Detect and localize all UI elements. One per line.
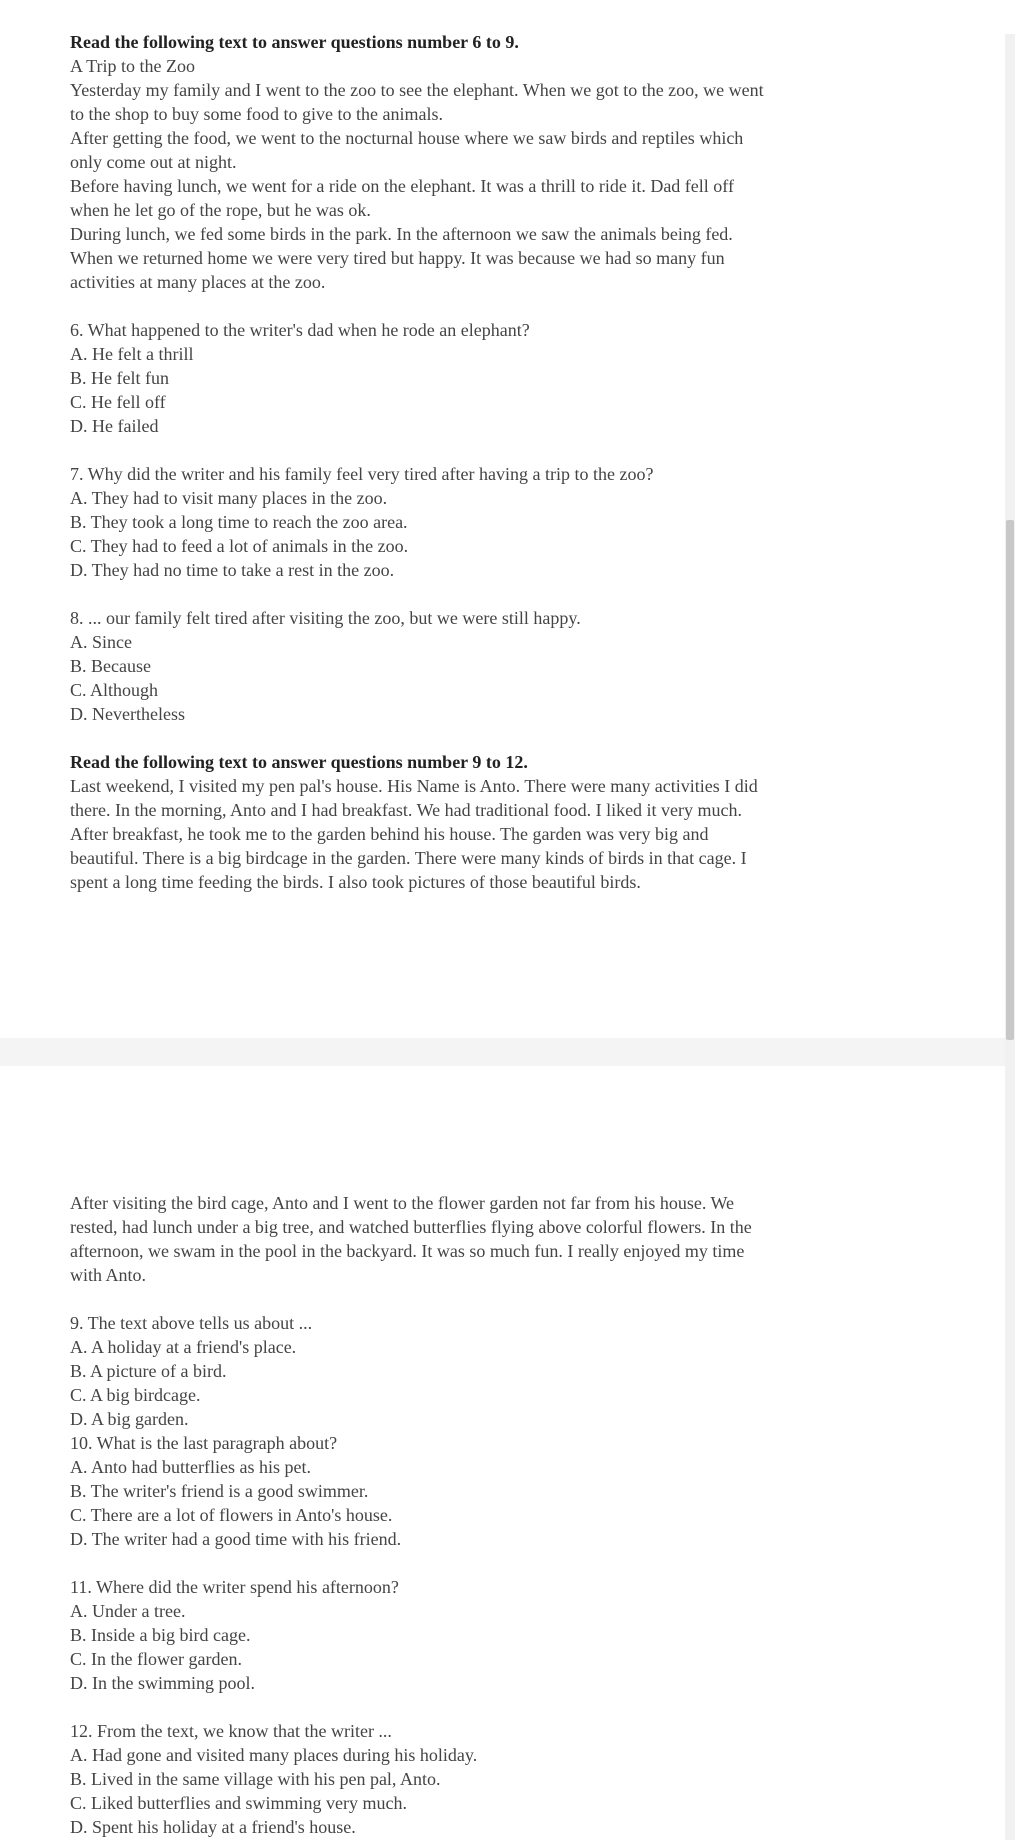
option-a: A. Since — [70, 632, 132, 652]
passage-line: rested, had lunch under a big tree, and watched butterflies flying above colorful flowers. In the — [70, 1217, 752, 1237]
question-text: 12. From the text, we know that the writer ... — [70, 1721, 392, 1741]
zoo-passage — [70, 78, 890, 294]
page-divider — [0, 1038, 1015, 1066]
option-a: A. A holiday at a friend's place. — [70, 1337, 297, 1357]
passage-line: activities at many places at the zoo. — [70, 272, 326, 292]
page-1 — [70, 30, 890, 894]
option-b: B. He felt fun — [70, 368, 169, 388]
option-b: B. A picture of a bird. — [70, 1361, 227, 1381]
option-a: A. Under a tree. — [70, 1601, 186, 1621]
question-text: 11. Where did the writer spend his afternoon? — [70, 1577, 399, 1597]
option-d: D. Spent his holiday at a friend's house. — [70, 1817, 356, 1837]
passage-line: When we returned home we were very tired but happy. It was because we had so many fun — [70, 248, 725, 268]
passage-line: beautiful. There is a big birdcage in the garden. There were many kinds of birds in that cage. I — [70, 848, 747, 868]
passage-line: to the shop to buy some food to give to the animals. — [70, 104, 443, 124]
question-text: 6. What happened to the writer's dad when he rode an elephant? — [70, 320, 530, 340]
passage-line: when he let go of the rope, but he was ok. — [70, 200, 371, 220]
passage-line: Last weekend, I visited my pen pal's house. His Name is Anto. There were many activities I did — [70, 776, 758, 796]
question-11 — [70, 1575, 890, 1695]
question-9 — [70, 1311, 890, 1431]
option-b: B. Inside a big bird cage. — [70, 1625, 251, 1645]
passage-line: with Anto. — [70, 1265, 147, 1285]
option-d: D. A big garden. — [70, 1409, 189, 1429]
passage-line: After visiting the bird cage, Anto and I went to the flower garden not far from his house. We — [70, 1193, 735, 1213]
option-c: C. In the flower garden. — [70, 1649, 242, 1669]
passage-line: Yesterday my family and I went to the zoo to see the elephant. When we got to the zoo, we went — [70, 80, 764, 100]
passage-line: there. In the morning, Anto and I had breakfast. We had traditional food. I liked it very much. — [70, 800, 743, 820]
option-b: B. They took a long time to reach the zoo area. — [70, 512, 408, 532]
option-a: A. They had to visit many places in the zoo. — [70, 488, 388, 508]
option-b: B. The writer's friend is a good swimmer. — [70, 1481, 369, 1501]
option-a: A. Anto had butterflies as his pet. — [70, 1457, 311, 1477]
passage-line: After breakfast, he took me to the garden behind his house. The garden was very big and — [70, 824, 709, 844]
passage-title: A Trip to the Zoo — [70, 56, 196, 76]
option-d: D. He failed — [70, 416, 159, 436]
option-d: D. The writer had a good time with his friend. — [70, 1529, 402, 1549]
question-8 — [70, 606, 890, 726]
question-text: 9. The text above tells us about ... — [70, 1313, 313, 1333]
option-c: C. Liked butterflies and swimming very much. — [70, 1793, 407, 1813]
question-6 — [70, 318, 890, 438]
option-d: D. In the swimming pool. — [70, 1673, 255, 1693]
option-b: B. Lived in the same village with his pen pal, Anto. — [70, 1769, 441, 1789]
option-a: A. He felt a thrill — [70, 344, 194, 364]
page-2 — [70, 1191, 890, 1839]
option-c: C. He fell off — [70, 392, 166, 412]
option-c: C. They had to feed a lot of animals in the zoo. — [70, 536, 409, 556]
question-12 — [70, 1719, 890, 1839]
passage-line: afternoon, we swam in the pool in the backyard. It was so much fun. I really enjoyed my time — [70, 1241, 745, 1261]
question-text: 7. Why did the writer and his family feel very tired after having a trip to the zoo? — [70, 464, 654, 484]
question-10 — [70, 1431, 890, 1551]
question-7 — [70, 462, 890, 582]
scrollbar-thumb[interactable] — [1006, 520, 1014, 1040]
passage-line: only come out at night. — [70, 152, 237, 172]
option-c: C. Although — [70, 680, 159, 700]
pen-pal-passage-part-2 — [70, 1191, 890, 1287]
section-2-heading: Read the following text to answer questions number 9 to 12. — [70, 752, 528, 772]
passage-line: spent a long time feeding the birds. I also took pictures of those beautiful birds. — [70, 872, 641, 892]
option-a: A. Had gone and visited many places during his holiday. — [70, 1745, 478, 1765]
option-d: D. Nevertheless — [70, 704, 185, 724]
question-text: 8. ... our family felt tired after visiting the zoo, but we were still happy. — [70, 608, 581, 628]
section-1-heading: Read the following text to answer questions number 6 to 9. — [70, 32, 519, 52]
passage-line: During lunch, we fed some birds in the park. In the afternoon we saw the animals being fed. — [70, 224, 733, 244]
option-c: C. A big birdcage. — [70, 1385, 201, 1405]
option-c: C. There are a lot of flowers in Anto's house. — [70, 1505, 393, 1525]
option-b: B. Because — [70, 656, 151, 676]
passage-line: After getting the food, we went to the nocturnal house where we saw birds and reptiles which — [70, 128, 744, 148]
pen-pal-passage-part-1 — [70, 774, 890, 894]
question-text: 10. What is the last paragraph about? — [70, 1433, 338, 1453]
passage-line: Before having lunch, we went for a ride on the elephant. It was a thrill to ride it. Dad fell off — [70, 176, 734, 196]
option-d: D. They had no time to take a rest in the zoo. — [70, 560, 395, 580]
